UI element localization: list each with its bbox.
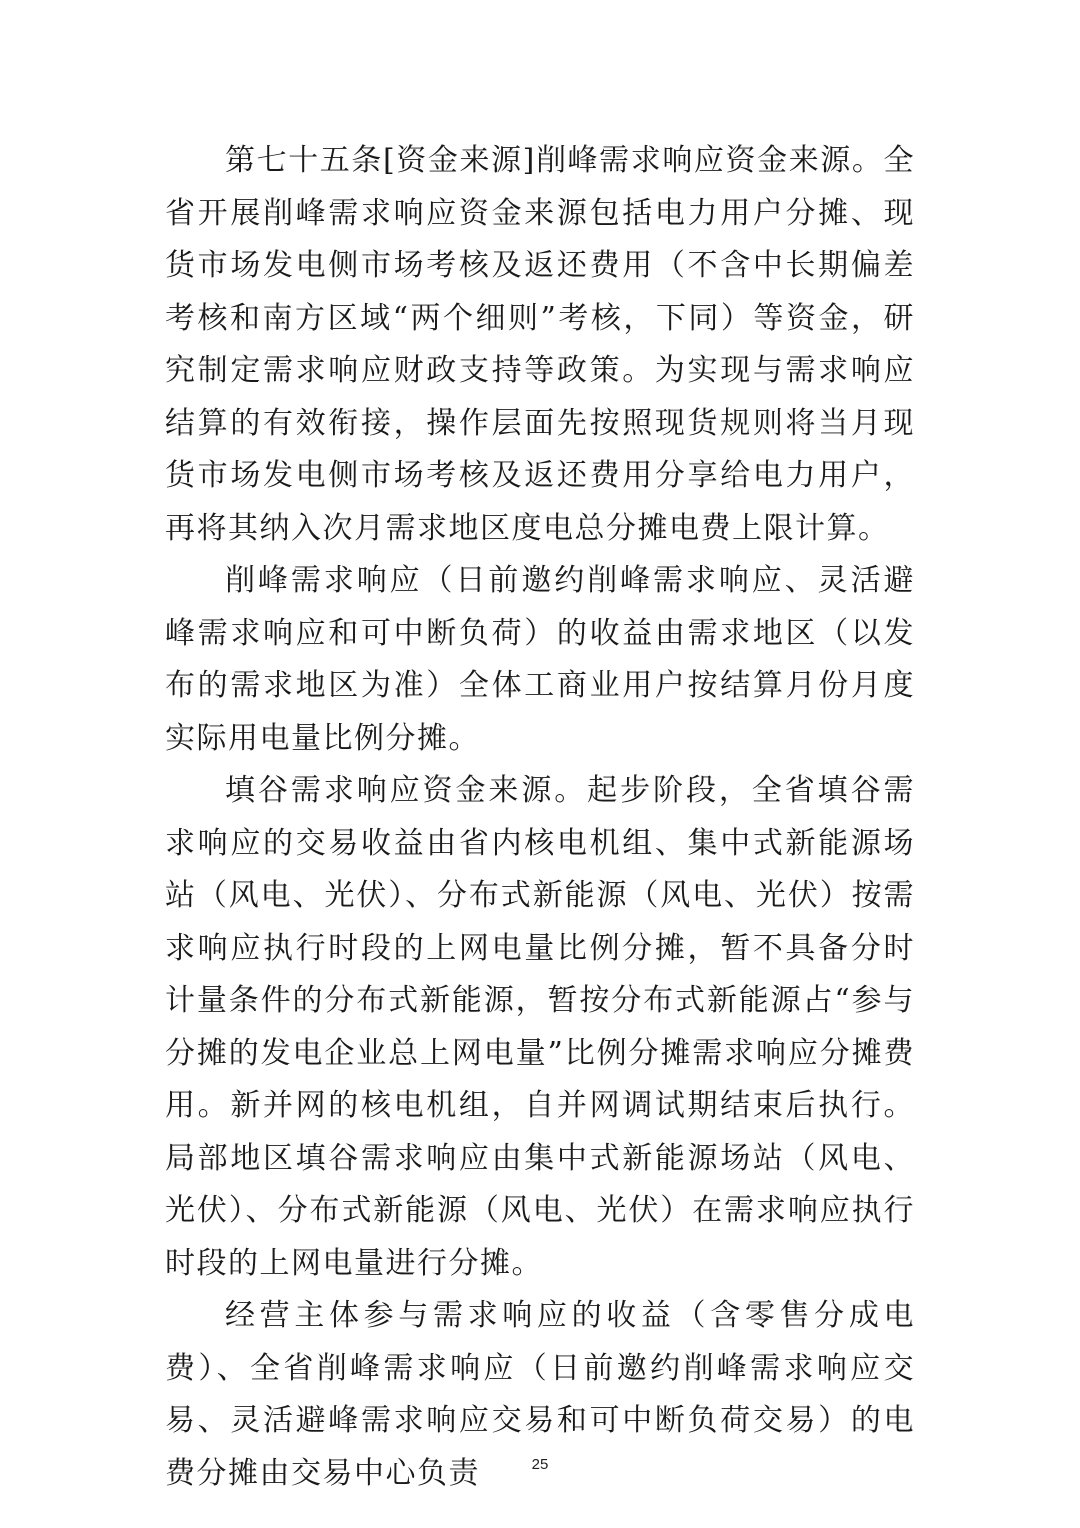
paragraph-settlement-responsibility: 经营主体参与需求响应的收益（含零售分成电费）、全省削峰需求响应（日前邀约削峰需求响应交易、灵活避峰需求响应交易和可中断负荷交易）的电费分摊由交易中心负责 [165, 1298, 915, 1491]
paragraph-funding-source-article-75: 第七十五条[资金来源]削峰需求响应资金来源。全省开展削峰需求响应资金来源包括电力用户分摊、现货市场发电侧市场考核及返还费用（不含中长期偏差考核和南方区域“两个细则”考核，下同）等资金，研究制定需求响应财政支持等政策。为实现与需求响应结算的有效衔接，操作层面先按照现货规则将当月现货市场发电侧市场考核及返还费用分享给电力用户，再将其纳入次月需求地区度电总分摊电费上限计算。 [165, 143, 915, 546]
document-body [165, 135, 915, 1500]
page-number: 25 [531, 1456, 549, 1473]
paragraph-peak-shaving-revenue: 削峰需求响应（日前邀约削峰需求响应、灵活避峰需求响应和可中断负荷）的收益由需求地区（以发布的需求地区为准）全体工商业用户按结算月份月度实际用电量比例分摊。 [165, 563, 915, 756]
paragraph-valley-filling-funding: 填谷需求响应资金来源。起步阶段，全省填谷需求响应的交易收益由省内核电机组、集中式新能源场站（风电、光伏）、分布式新能源（风电、光伏）按需求响应执行时段的上网电量比例分摊，暂不具备分时计量条件的分布式新能源，暂按分布式新能源占“参与分摊的发电企业总上网电量”比例分摊需求响应分摊费用。新并网的核电机组，自并网调试期结束后执行。局部地区填谷需求响应由集中式新能源场站（风电、光伏）、分布式新能源（风电、光伏）在需求响应执行时段的上网电量进行分摊。 [165, 773, 915, 1281]
